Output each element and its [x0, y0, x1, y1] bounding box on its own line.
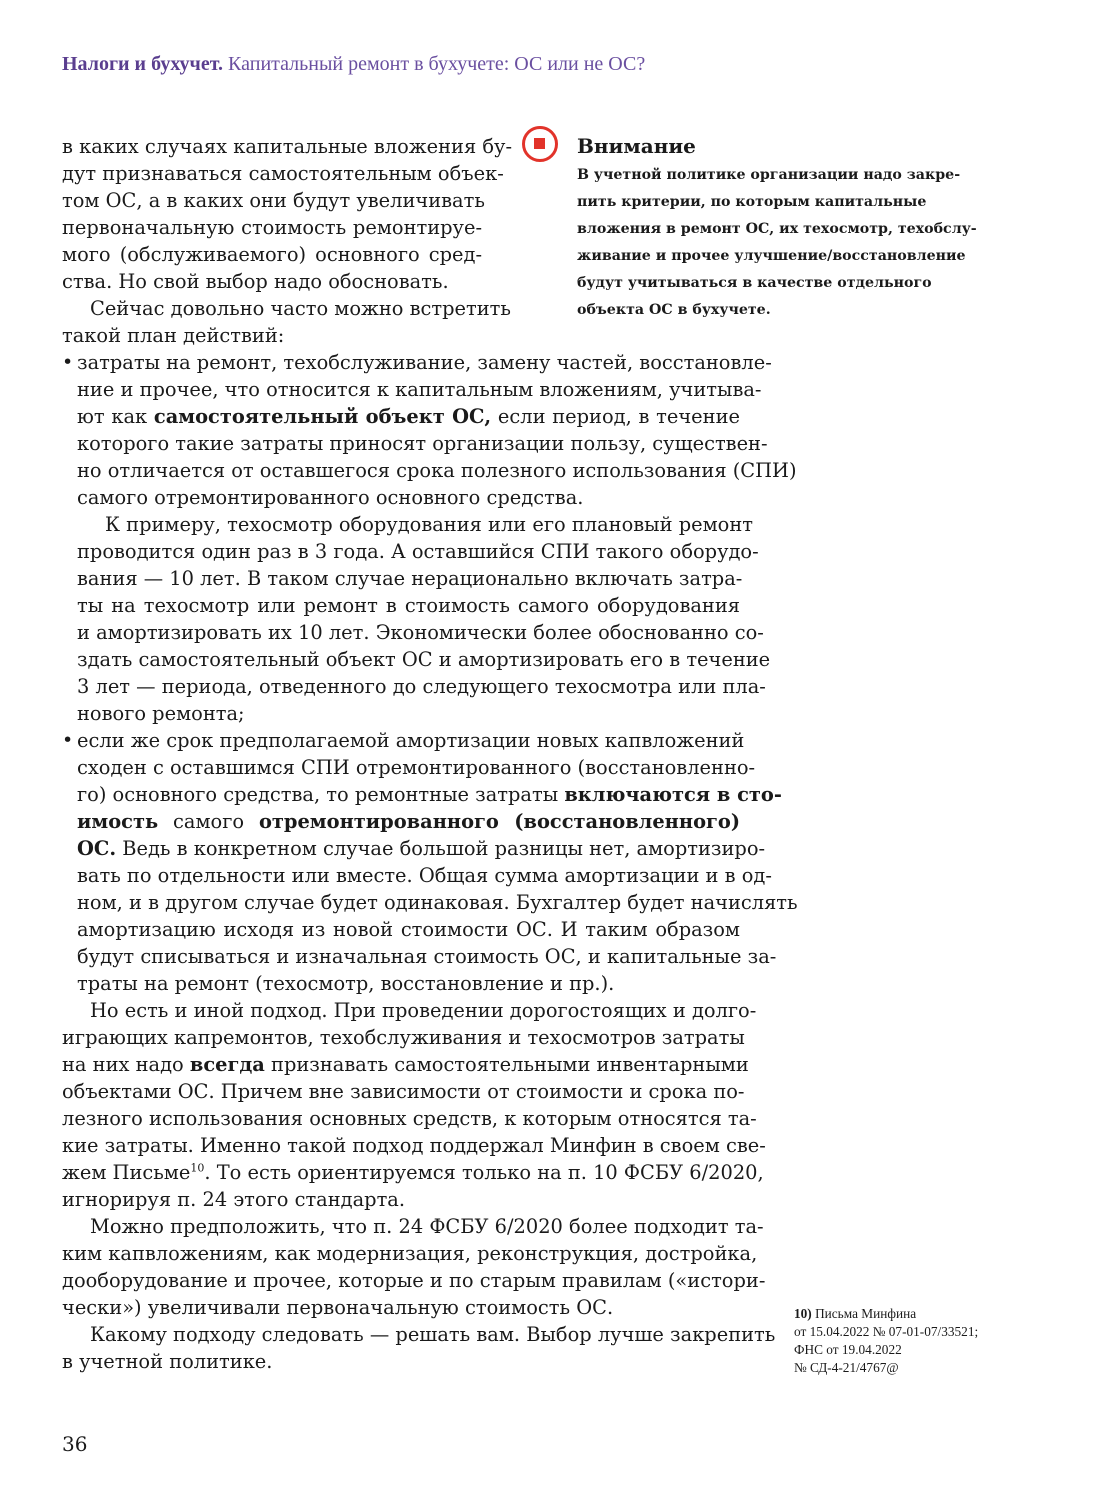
text: мого (обслуживаемого) основного сред- — [62, 243, 482, 266]
text: амортизацию исходя из новой стоимости ОС. И таким образом — [77, 918, 740, 941]
running-header — [62, 53, 645, 76]
text: в учетной политике. — [62, 1350, 273, 1373]
callout-line: пить критерии, по которым капитальные — [577, 194, 927, 210]
text-line — [62, 268, 482, 295]
text: на них надо — [62, 1053, 190, 1076]
text-line — [77, 781, 782, 808]
text: если период, в течение — [491, 405, 740, 428]
text: траты на ремонт (техосмотр, восстановление и пр.). — [77, 972, 615, 995]
text: ства. Но свой выбор надо обосновать. — [62, 270, 449, 293]
text: если же срок предполагаемой амортизации новых капвложений — [77, 729, 745, 752]
callout-line: будут учитываться в качестве отдельного — [577, 275, 932, 291]
text: Ведь в конкретном случае большой разницы нет, амортизиро- — [116, 837, 766, 860]
footnote-line — [794, 1323, 978, 1341]
text-line — [77, 538, 759, 565]
text-line — [62, 1240, 758, 1267]
text-line — [77, 754, 756, 781]
bullet-icon: • — [62, 351, 74, 373]
text: дут признаваться самостоятельным объек- — [62, 162, 504, 185]
text-line — [62, 1132, 766, 1159]
footnote-number: 10) — [794, 1306, 812, 1321]
text: ном, и в другом случае будет одинаковая. Бухгалтер будет начислять — [77, 891, 798, 914]
text: но отличается от оставшегося срока полезного использования (СПИ) — [77, 459, 797, 482]
text: здать самостоятельный объект ОС и амортизировать его в течение — [77, 648, 771, 671]
footnote — [794, 1305, 978, 1377]
text-line — [77, 943, 777, 970]
text: такой план действий: — [62, 324, 285, 347]
text: ты на техосмотр или ремонт в стоимость самого оборудования — [77, 594, 740, 617]
text-line — [105, 511, 753, 538]
page-number: 36 — [62, 1432, 88, 1456]
text-line — [77, 862, 772, 889]
text-line — [77, 700, 740, 727]
text-line — [62, 1105, 757, 1132]
bold-text: ОС. — [77, 837, 117, 860]
text-line — [77, 430, 768, 457]
text-line — [62, 1159, 764, 1186]
footnote-text: ФНС от 19.04.2022 — [794, 1342, 902, 1357]
bold-text: отремонтированного (восстановленного) — [258, 810, 740, 833]
text-line — [62, 160, 504, 187]
text-line — [62, 1267, 766, 1294]
text-line — [62, 1294, 740, 1321]
text-line — [90, 1213, 764, 1240]
footnote-line — [794, 1359, 978, 1377]
text-line — [77, 808, 740, 835]
text: го) основного средства, то ремонтные затраты — [77, 783, 565, 806]
footnote-text: № СД-4-21/4767@ — [794, 1360, 899, 1375]
text-line — [77, 457, 797, 484]
text-line — [77, 673, 766, 700]
text: и амортизировать их 10 лет. Экономически более обоснованно со- — [77, 621, 764, 644]
footnote-text: от 15.04.2022 № 07-01-07/33521; — [794, 1324, 979, 1339]
text-line — [77, 403, 740, 430]
text: . То есть ориентируемся только на п. 10 ФСБУ 6/2020, — [204, 1161, 764, 1184]
text-line — [62, 214, 482, 241]
text: Какому подходу следовать — решать вам. Выбор лучше закрепить — [90, 1323, 776, 1346]
text-line — [62, 1024, 745, 1051]
callout-line: В учетной политике организации надо закре- — [577, 167, 961, 183]
text: нового ремонта; — [77, 702, 245, 725]
text: объектами ОС. Причем вне зависимости от стоимости и срока по- — [62, 1080, 745, 1103]
bold-text: имость — [77, 810, 159, 833]
text: признавать самостоятельными инвентарными — [264, 1053, 749, 1076]
text: К примеру, техосмотр оборудования или его плановый ремонт — [105, 513, 753, 536]
bold-text: самостоятельный объект ОС, — [153, 405, 492, 428]
text-line — [77, 619, 764, 646]
callout-line: объекта ОС в бухучете. — [577, 302, 771, 318]
text: самого отремонтированного основного средства. — [77, 486, 584, 509]
text-line — [62, 322, 482, 349]
alert-icon — [522, 126, 558, 162]
text-line — [62, 1051, 749, 1078]
text: играющих капремонтов, техобслуживания и техосмотров затраты — [62, 1026, 745, 1049]
text-line — [62, 187, 485, 214]
text-line — [77, 970, 740, 997]
text-line — [62, 1078, 745, 1105]
text: первоначальную стоимость ремонтируе- — [62, 216, 482, 239]
text: 3 лет — периода, отведенного до следующего техосмотра или пла- — [77, 675, 766, 698]
bold-text: включаются в сто- — [564, 783, 782, 806]
text-line — [77, 646, 771, 673]
text: в каких случаях капитальные вложения бу- — [62, 135, 512, 158]
text-line — [62, 241, 482, 268]
text: проводится один раз в 3 года. А оставшийся СПИ такого оборудо- — [77, 540, 759, 563]
section-name: Налоги и бухучет. — [62, 53, 224, 75]
text: жем Письме — [62, 1161, 191, 1184]
text: Сейчас довольно часто можно встретить — [90, 297, 511, 320]
text: будут списываться и изначальная стоимость ОС, и капитальные за- — [77, 945, 777, 968]
text: игнорируя п. 24 этого стандарта. — [62, 1188, 406, 1211]
callout-line: живание и прочее улучшение/восстановление — [577, 248, 966, 264]
bullet-icon: • — [62, 729, 74, 751]
text: лезного использования основных средств, к которым относятся та- — [62, 1107, 757, 1130]
text-line — [77, 916, 740, 943]
text-line — [90, 997, 757, 1024]
text-line — [77, 349, 772, 376]
text: ют как — [77, 405, 154, 428]
text-line — [77, 835, 766, 862]
footnote-line — [794, 1341, 978, 1359]
text: чески») увеличивали первоначальную стоимость ОС. — [62, 1296, 614, 1319]
text-line — [77, 376, 762, 403]
text: вать по отдельности или вместе. Общая сумма амортизации и в од- — [77, 864, 772, 887]
callout-text — [577, 162, 1002, 324]
footnote-line — [794, 1305, 978, 1323]
footnote-ref: 10 — [190, 1161, 205, 1175]
text: дооборудование и прочее, которые и по старым правилам («истори- — [62, 1269, 766, 1292]
text: самого — [158, 810, 259, 833]
text: которого такие затраты приносят организации пользу, существен- — [77, 432, 768, 455]
text-line — [62, 133, 512, 160]
article-title: Капитальный ремонт в бухучете: ОС или не ОС? — [228, 53, 646, 75]
bold-text: всегда — [189, 1053, 265, 1076]
text: кие затраты. Именно такой подход поддержал Минфин в своем све- — [62, 1134, 766, 1157]
text: сходен с оставшимся СПИ отремонтированного (восстановленно- — [77, 756, 756, 779]
text: том ОС, а в каких они будут увеличивать — [62, 189, 485, 212]
callout-line: вложения в ремонт ОС, их техосмотр, техобслу- — [577, 221, 977, 237]
text: ние и прочее, что относится к капитальным вложениям, учитыва- — [77, 378, 762, 401]
text-line — [77, 727, 745, 754]
text-line — [77, 889, 798, 916]
text: затраты на ремонт, техобслуживание, замену частей, восстановле- — [77, 351, 772, 374]
text-line — [90, 1321, 776, 1348]
text: ким капвложениям, как модернизация, реконструкция, достройка, — [62, 1242, 758, 1265]
text-line — [62, 1186, 740, 1213]
text-line — [62, 1348, 740, 1375]
callout-title: Внимание — [577, 134, 696, 158]
text: Можно предположить, что п. 24 ФСБУ 6/2020 более подходит та- — [90, 1215, 764, 1238]
text: Но есть и иной подход. При проведении дорогостоящих и долго- — [90, 999, 757, 1022]
text-line — [77, 592, 740, 619]
footnote-text: Письма Минфина — [815, 1306, 917, 1321]
text-line — [77, 484, 740, 511]
text: вания — 10 лет. В таком случае нерационально включать затра- — [77, 567, 743, 590]
text-line — [77, 565, 743, 592]
text-line — [90, 295, 511, 322]
